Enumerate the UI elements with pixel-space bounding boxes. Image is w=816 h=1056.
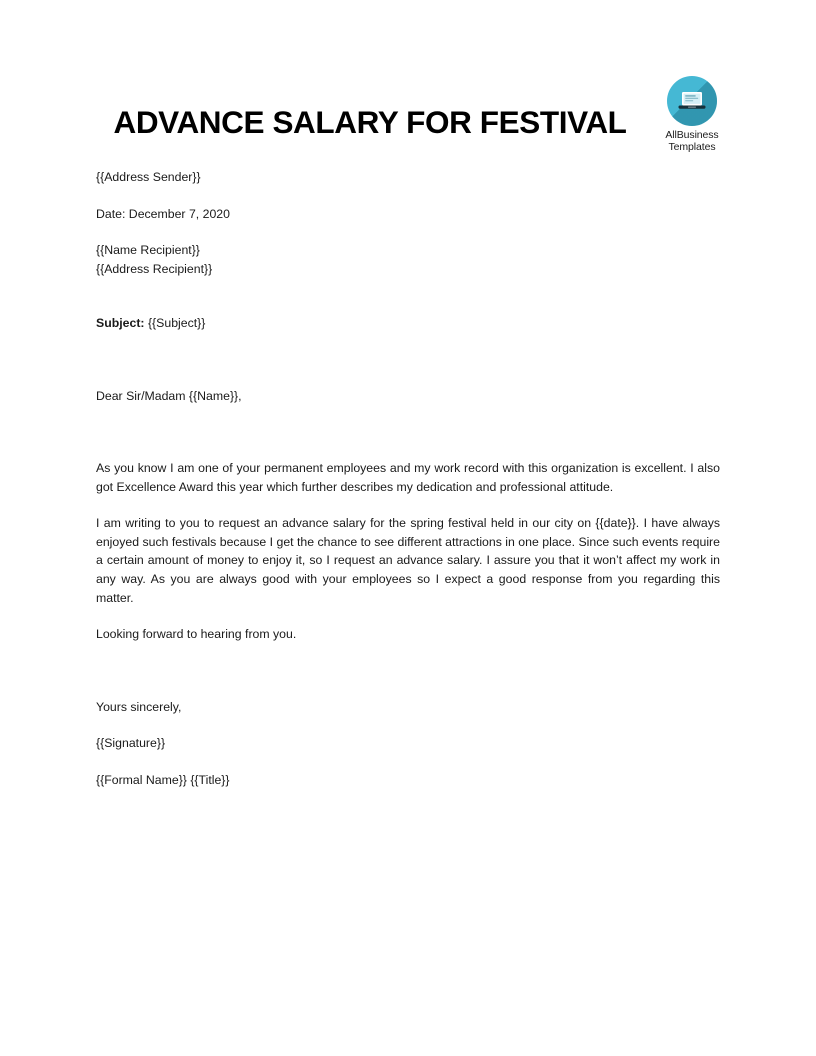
- sender-address-block: [96, 168, 720, 187]
- formal-name-block: [96, 771, 720, 790]
- paragraph-1: As you know I am one of your permanent employees and my work record with this organization is excellent. I also got Excellence Award this year which further describes my dedication and professional attitude.: [96, 461, 720, 494]
- signature: {{Signature}}: [96, 736, 166, 751]
- paragraph-3: Looking forward to hearing from you.: [96, 627, 297, 642]
- sender-address: {{Address Sender}}: [96, 170, 201, 184]
- date-block: [96, 205, 720, 224]
- subject-value: {{Subject}}: [147, 316, 206, 330]
- subject-line: [96, 314, 720, 333]
- spacer-before-body: [96, 423, 720, 459]
- spacer-before-salutation: [96, 351, 720, 387]
- laptop-icon: [677, 90, 707, 112]
- recipient-name: {{Name Recipient}}: [96, 243, 200, 257]
- recipient-address: {{Address Recipient}}: [96, 261, 213, 276]
- letter-body: [96, 168, 720, 789]
- date-line: Date: December 7, 2020: [96, 206, 230, 221]
- document-header: [96, 76, 720, 152]
- closing: Yours sincerely,: [96, 699, 182, 714]
- spacer-before-closing: [96, 662, 720, 698]
- salutation-block: [96, 387, 720, 406]
- page-title: ADVANCE SALARY FOR FESTIVAL: [113, 104, 627, 140]
- brand-line-1: AllBusiness: [665, 129, 719, 141]
- brand-logo: [664, 76, 720, 153]
- recipient-block: [96, 241, 720, 278]
- paragraph-2: I am writing to you to request an advance salary for the spring festival held in our city on {{date}}. I have always enjoyed such festivals because I get the chance to see different attractions in one place. Since such events require a certain amount of money to enjoy it, so I request an advance salary. I assure you that it won’t affect my work in any way. As you are always good with your employees so I expect a good response from you regarding this matter.: [96, 516, 720, 605]
- brand-wordmark: [664, 129, 720, 153]
- subject-block: [96, 314, 720, 333]
- subject-label: Subject:: [96, 316, 145, 330]
- brand-line-2: Templates: [668, 141, 716, 153]
- spacer-before-subject: [96, 296, 720, 314]
- closing-block: [96, 698, 720, 717]
- logo-circle: [667, 76, 717, 126]
- signature-block: [96, 734, 720, 753]
- salutation: Dear Sir/Madam {{Name}},: [96, 388, 242, 403]
- formal-name-title: {{Formal Name}} {{Title}}: [96, 772, 230, 787]
